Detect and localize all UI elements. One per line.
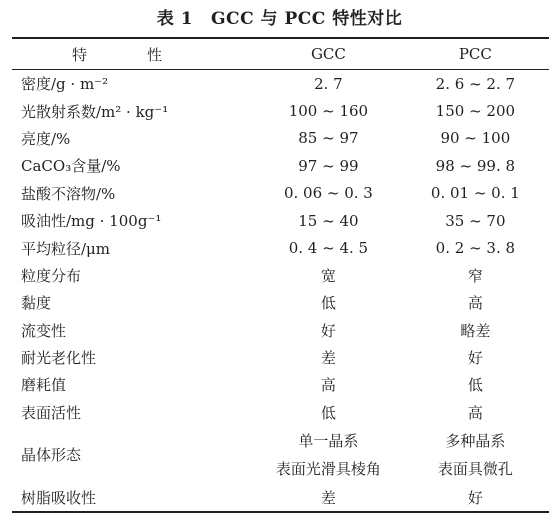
- cell-gcc: 差: [320, 489, 336, 508]
- cell-pcc: [402, 426, 549, 484]
- cell-pcc: 略差: [460, 321, 491, 340]
- cell-property: 晶体形态: [21, 446, 82, 465]
- cell-pcc-line-2: 表面具微孔: [437, 460, 513, 479]
- cell-pcc: 2. 6 ~ 2. 7: [435, 74, 516, 93]
- cell-property: 平均粒径/μm: [21, 239, 111, 258]
- table-row: [12, 152, 549, 179]
- cell-pcc: 35 ~ 70: [445, 211, 506, 230]
- cell-gcc: 好: [320, 321, 336, 340]
- header-pcc: PCC: [458, 45, 492, 63]
- cell-property: 耐光老化性: [21, 349, 97, 368]
- cell-gcc: 0. 06 ~ 0. 3: [283, 184, 373, 203]
- comparison-table: [12, 37, 549, 513]
- cell-pcc: 150 ~ 200: [435, 102, 516, 121]
- cell-gcc: 97 ~ 99: [298, 156, 359, 175]
- cell-gcc: [255, 426, 402, 484]
- table-header: [12, 38, 549, 70]
- table-title: GCC 与 PCC 特性对比: [211, 9, 403, 29]
- cell-gcc-line-2: 表面光滑具棱角: [275, 460, 381, 479]
- table-row: [12, 207, 549, 234]
- table-caption: [0, 4, 559, 29]
- cell-pcc: 好: [467, 349, 483, 368]
- cell-gcc: 0. 4 ~ 4. 5: [288, 239, 369, 258]
- cell-pcc: 98 ~ 99. 8: [435, 156, 516, 175]
- cell-pcc: 窄: [467, 266, 483, 285]
- cell-pcc: 高: [467, 403, 483, 422]
- cell-pcc: 90 ~ 100: [440, 129, 511, 148]
- header-row: [12, 38, 549, 70]
- cell-property: 表面活性: [21, 403, 82, 422]
- cell-pcc-line-1: 多种晶系: [445, 432, 506, 451]
- table-row: [12, 262, 549, 289]
- cell-property: 磨耗值: [21, 376, 67, 395]
- cell-pcc: 高: [467, 294, 483, 313]
- cell-gcc: 低: [320, 403, 336, 422]
- table-row: [12, 289, 549, 316]
- table-number: 表 1: [156, 9, 194, 29]
- table-row: [12, 484, 549, 512]
- cell-pcc: 0. 2 ~ 3. 8: [435, 239, 516, 258]
- cell-gcc: 85 ~ 97: [298, 129, 359, 148]
- table-row: [12, 97, 549, 124]
- cell-property: 亮度/%: [21, 129, 71, 148]
- table-row: [12, 399, 549, 426]
- header-gcc: GCC: [310, 45, 346, 63]
- cell-gcc: 高: [320, 376, 336, 395]
- cell-property: CaCO₃含量/%: [21, 157, 121, 176]
- cell-property: 盐酸不溶物/%: [21, 184, 116, 203]
- cell-property: 密度/g · m⁻²: [21, 75, 109, 94]
- cell-property: 吸油性/mg · 100g⁻¹: [21, 212, 162, 231]
- table-row: [12, 317, 549, 344]
- table-row: [12, 125, 549, 152]
- header-property-char-2: 性: [147, 45, 163, 64]
- cell-property: 粒度分布: [21, 266, 82, 285]
- table-body: [12, 70, 549, 513]
- cell-gcc-line-1: 单一晶系: [298, 432, 359, 451]
- cell-gcc: 100 ~ 160: [288, 102, 369, 121]
- cell-gcc: 15 ~ 40: [298, 211, 359, 230]
- table-row: [12, 371, 549, 398]
- cell-pcc: 低: [467, 376, 483, 395]
- cell-property: 流变性: [21, 321, 67, 340]
- cell-property: 树脂吸收性: [21, 489, 97, 508]
- header-property: [12, 38, 255, 70]
- table-row: [12, 70, 549, 98]
- cell-gcc: 宽: [320, 266, 336, 285]
- header-property-char-1: 特: [72, 45, 88, 64]
- table-row: [12, 344, 549, 371]
- table-row: [12, 180, 549, 207]
- cell-gcc: 2. 7: [314, 74, 343, 93]
- cell-gcc: 低: [320, 294, 336, 313]
- cell-gcc: 差: [320, 349, 336, 368]
- cell-property: 黏度: [21, 294, 52, 313]
- cell-pcc: 0. 01 ~ 0. 1: [430, 184, 520, 203]
- cell-pcc: 好: [467, 489, 483, 508]
- table-row-crystal-form: [12, 426, 549, 484]
- table-row: [12, 234, 549, 261]
- cell-property: 光散射系数/m² · kg⁻¹: [21, 102, 169, 121]
